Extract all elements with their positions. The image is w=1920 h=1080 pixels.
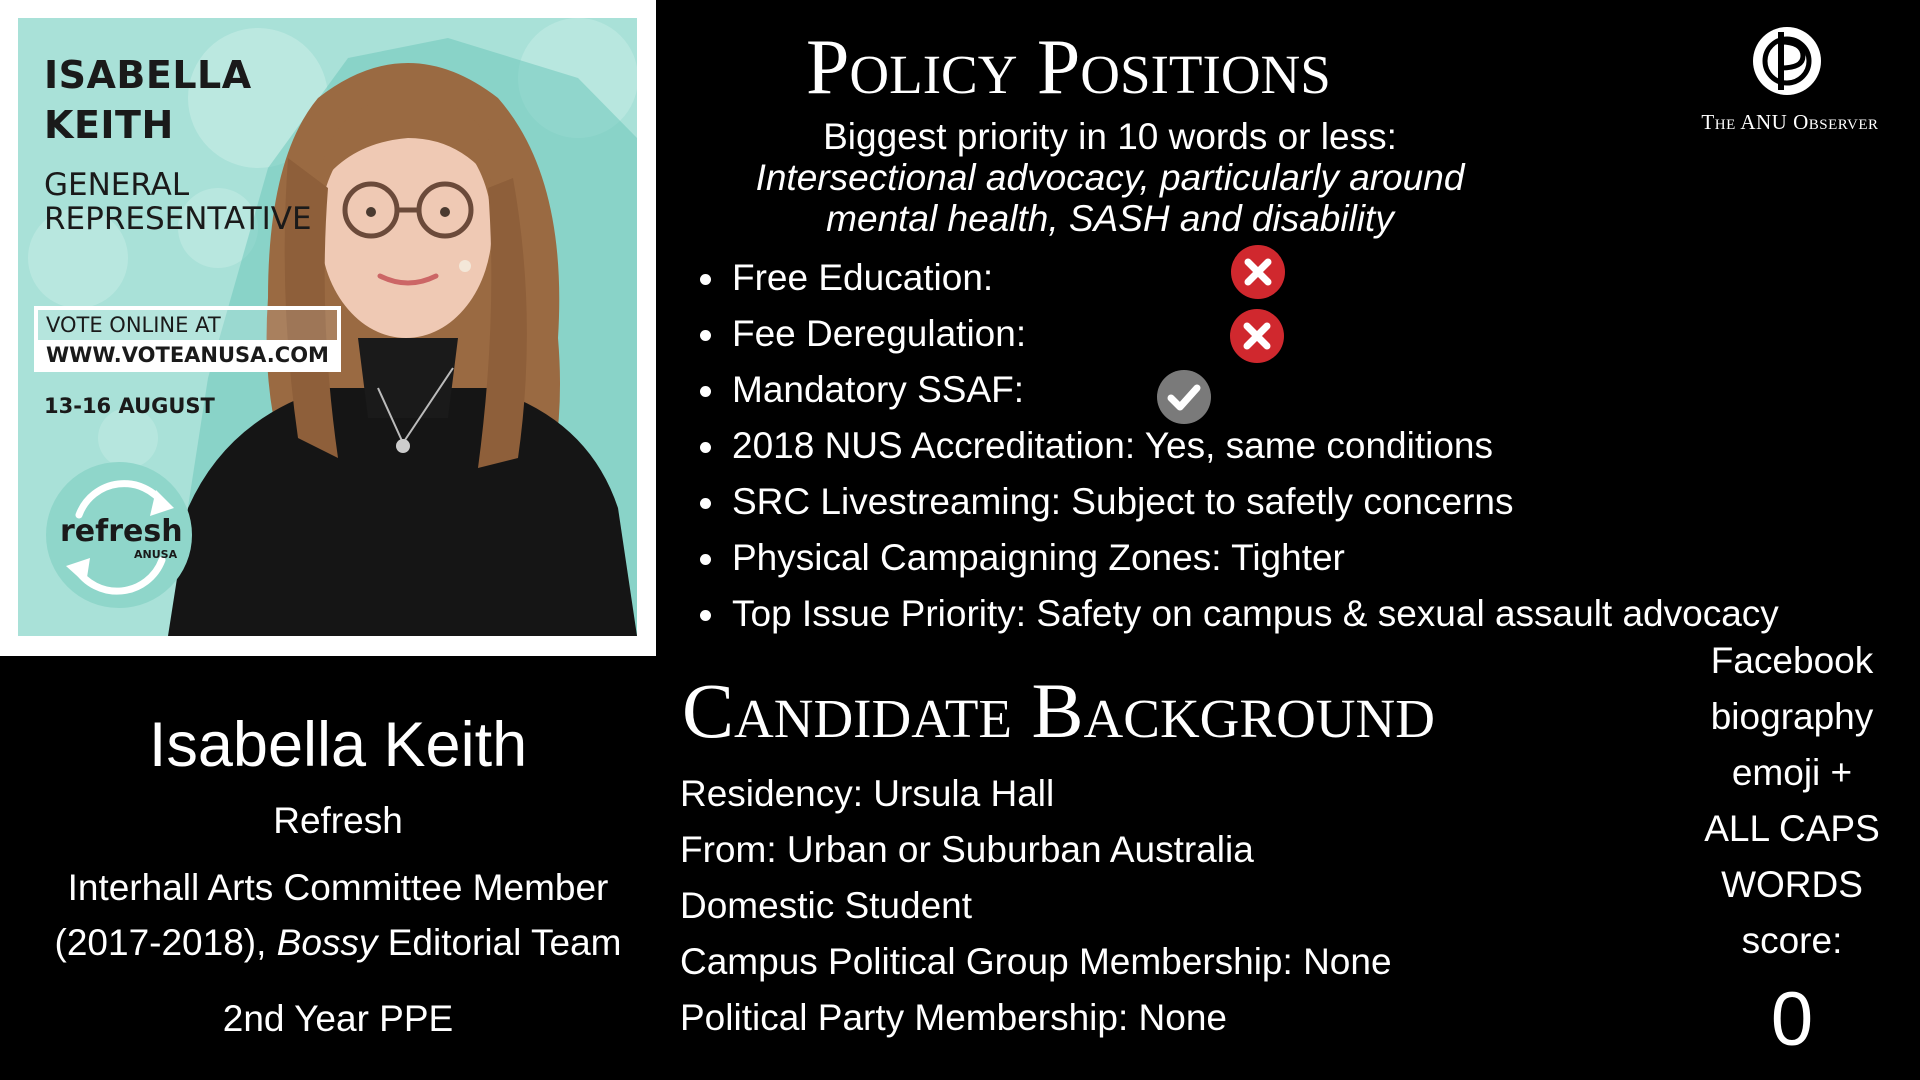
score-value: 0	[1770, 977, 1814, 1062]
vote-url: WWW.VOTEANUSA.COM	[34, 340, 341, 372]
voting-dates: 13-16 AUGUST	[44, 394, 215, 418]
candidate-year: 2nd Year PPE	[222, 998, 454, 1039]
cross-icon	[1229, 308, 1285, 364]
anusa-logo-text: ANUSA	[134, 548, 178, 561]
candidate-background-heading: Candidate Background	[682, 667, 1435, 754]
vote-online-box	[34, 306, 341, 372]
bullet-icon	[700, 330, 711, 341]
policy-item-text: SRC Livestreaming: Subject to safetly concerns	[732, 481, 1514, 522]
role-text: Editorial Team	[377, 922, 622, 963]
bullet-icon	[700, 274, 711, 285]
policy-item	[700, 362, 1779, 418]
policy-item-text: Physical Campaigning Zones: Tighter	[732, 537, 1345, 578]
observer-wordmark: The ANU Observer	[1701, 110, 1879, 134]
score-label-line: score:	[1741, 920, 1843, 961]
biggest-priority	[680, 116, 1540, 239]
priority-label: Biggest priority in 10 words or less:	[823, 116, 1397, 157]
score-label-line: biography	[1710, 696, 1874, 737]
candidate-role-line	[0, 915, 676, 970]
policy-item	[700, 530, 1779, 586]
refresh-logo-text: refresh	[60, 514, 183, 549]
poster-role-line: REPRESENTATIVE	[44, 201, 312, 237]
score-label-line: ALL CAPS	[1704, 808, 1880, 849]
poster-role-line: GENERAL	[44, 167, 190, 203]
priority-value: mental health, SASH and disability	[826, 198, 1394, 239]
score-label-line: emoji +	[1731, 752, 1853, 793]
policy-item-text: Top Issue Priority: Safety on campus & sexual assault advocacy	[732, 593, 1779, 634]
policy-item-text: Mandatory SSAF:	[732, 369, 1025, 410]
role-publication-name: Bossy	[276, 922, 378, 963]
bullet-icon	[700, 610, 711, 621]
policy-item-text: Fee Deregulation:	[732, 313, 1027, 354]
score-label-line: WORDS	[1721, 864, 1863, 905]
bullet-icon	[700, 498, 711, 509]
bullet-icon	[700, 386, 711, 397]
candidate-party: Refresh	[273, 800, 403, 841]
bullet-icon	[700, 442, 711, 453]
poster-position	[44, 168, 344, 236]
candidate-roles	[0, 860, 676, 970]
background-list	[680, 766, 1392, 1046]
vote-online-label: VOTE ONLINE AT	[46, 313, 221, 337]
role-text: (2017-2018),	[54, 922, 277, 963]
policy-item	[700, 418, 1779, 474]
background-item: From: Urban or Suburban Australia	[680, 829, 1254, 870]
score-label-line: Facebook	[1710, 640, 1874, 681]
policy-item-text: 2018 NUS Accreditation: Yes, same conditions	[732, 425, 1494, 466]
background-item: Domestic Student	[680, 885, 973, 926]
policy-positions-heading: Policy Positions	[806, 23, 1331, 110]
poster-name-line: ISABELLA	[44, 53, 252, 97]
policy-item-text: Free Education:	[732, 257, 994, 298]
background-item: Political Party Membership: None	[680, 997, 1227, 1038]
candidate-role-line: Interhall Arts Committee Member	[67, 867, 609, 908]
candidate-poster	[18, 18, 637, 636]
score-label	[1680, 633, 1904, 969]
candidate-poster-frame	[0, 0, 656, 656]
observer-logo-icon	[1751, 24, 1823, 98]
policy-item	[700, 474, 1779, 530]
poster-candidate-name	[44, 50, 324, 150]
background-item: Campus Political Group Membership: None	[680, 941, 1392, 982]
poster-name-line: KEITH	[44, 103, 174, 147]
cross-icon	[1230, 244, 1286, 300]
candidate-name: Isabella Keith	[148, 710, 528, 780]
priority-value: Intersectional advocacy, particularly around	[755, 157, 1465, 198]
check-icon	[1156, 369, 1212, 425]
background-item: Residency: Ursula Hall	[680, 773, 1055, 814]
policy-item	[700, 586, 1779, 642]
bullet-icon	[700, 554, 711, 565]
